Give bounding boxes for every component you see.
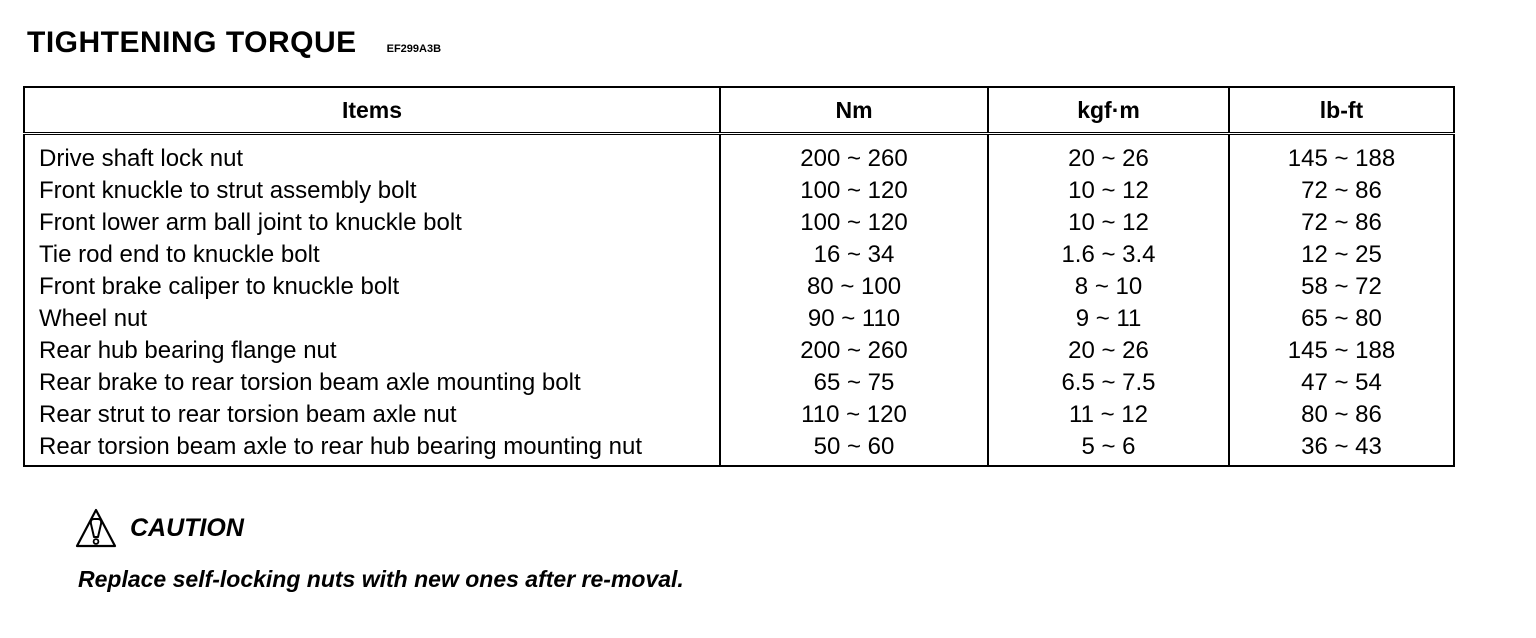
- table-row: [24, 271, 1454, 303]
- cell-kgf-m: 20 ~ 26: [988, 134, 1229, 176]
- document-code: EF299A3B: [386, 43, 442, 55]
- cell-lb-ft: 72 ~ 86: [1229, 207, 1454, 239]
- table-row: [24, 175, 1454, 207]
- cell-nm: 50 ~ 60: [720, 431, 988, 466]
- cell-nm: 65 ~ 75: [720, 367, 988, 399]
- cell-item: Front lower arm ball joint to knuckle bolt: [24, 207, 720, 239]
- cell-item: Tie rod end to knuckle bolt: [24, 239, 720, 271]
- cell-nm: 100 ~ 120: [720, 207, 988, 239]
- caution-heading: [74, 507, 244, 549]
- cell-item: Wheel nut: [24, 303, 720, 335]
- title-row: [27, 26, 441, 60]
- cell-lb-ft: 72 ~ 86: [1229, 175, 1454, 207]
- cell-nm: 100 ~ 120: [720, 175, 988, 207]
- cell-item: Rear brake to rear torsion beam axle mounting bolt: [24, 367, 720, 399]
- cell-nm: 200 ~ 260: [720, 134, 988, 176]
- cell-kgf-m: 9 ~ 11: [988, 303, 1229, 335]
- table-body: [24, 134, 1454, 467]
- table-row: [24, 134, 1454, 176]
- header-lb-ft: lb-ft: [1229, 87, 1454, 134]
- cell-nm: 90 ~ 110: [720, 303, 988, 335]
- cell-nm: 110 ~ 120: [720, 399, 988, 431]
- table-row: [24, 431, 1454, 466]
- cell-item: Front knuckle to strut assembly bolt: [24, 175, 720, 207]
- cell-nm: 80 ~ 100: [720, 271, 988, 303]
- cell-kgf-m: 5 ~ 6: [988, 431, 1229, 466]
- header-kgf-m: kgf·m: [988, 87, 1229, 134]
- cell-lb-ft: 36 ~ 43: [1229, 431, 1454, 466]
- cell-kgf-m: 20 ~ 26: [988, 335, 1229, 367]
- table-row: [24, 367, 1454, 399]
- cell-lb-ft: 145 ~ 188: [1229, 134, 1454, 176]
- table-header-row: [24, 87, 1454, 134]
- cell-lb-ft: 80 ~ 86: [1229, 399, 1454, 431]
- cell-kgf-m: 10 ~ 12: [988, 207, 1229, 239]
- cell-item: Rear strut to rear torsion beam axle nut: [24, 399, 720, 431]
- cell-kgf-m: 8 ~ 10: [988, 271, 1229, 303]
- cell-nm: 16 ~ 34: [720, 239, 988, 271]
- header-items: Items: [24, 87, 720, 134]
- caution-label: CAUTION: [130, 513, 244, 542]
- cell-nm: 200 ~ 260: [720, 335, 988, 367]
- cell-kgf-m: 11 ~ 12: [988, 399, 1229, 431]
- cell-kgf-m: 10 ~ 12: [988, 175, 1229, 207]
- table-row: [24, 303, 1454, 335]
- torque-table: [23, 86, 1455, 467]
- cell-lb-ft: 47 ~ 54: [1229, 367, 1454, 399]
- header-nm: Nm: [720, 87, 988, 134]
- warning-triangle-icon: [74, 507, 118, 549]
- cell-item: Rear torsion beam axle to rear hub bearing mounting nut: [24, 431, 720, 466]
- cell-kgf-m: 6.5 ~ 7.5: [988, 367, 1229, 399]
- cell-item: Rear hub bearing flange nut: [24, 335, 720, 367]
- cell-lb-ft: 145 ~ 188: [1229, 335, 1454, 367]
- table-row: [24, 207, 1454, 239]
- cell-lb-ft: 12 ~ 25: [1229, 239, 1454, 271]
- cell-lb-ft: 58 ~ 72: [1229, 271, 1454, 303]
- table-row: [24, 399, 1454, 431]
- caution-text: Replace self-locking nuts with new ones after re-moval.: [78, 566, 684, 592]
- cell-item: Front brake caliper to knuckle bolt: [24, 271, 720, 303]
- cell-kgf-m: 1.6 ~ 3.4: [988, 239, 1229, 271]
- cell-lb-ft: 65 ~ 80: [1229, 303, 1454, 335]
- page-title: TIGHTENING TORQUE: [27, 26, 357, 59]
- table-row: [24, 335, 1454, 367]
- cell-item: Drive shaft lock nut: [24, 134, 720, 176]
- table-row: [24, 239, 1454, 271]
